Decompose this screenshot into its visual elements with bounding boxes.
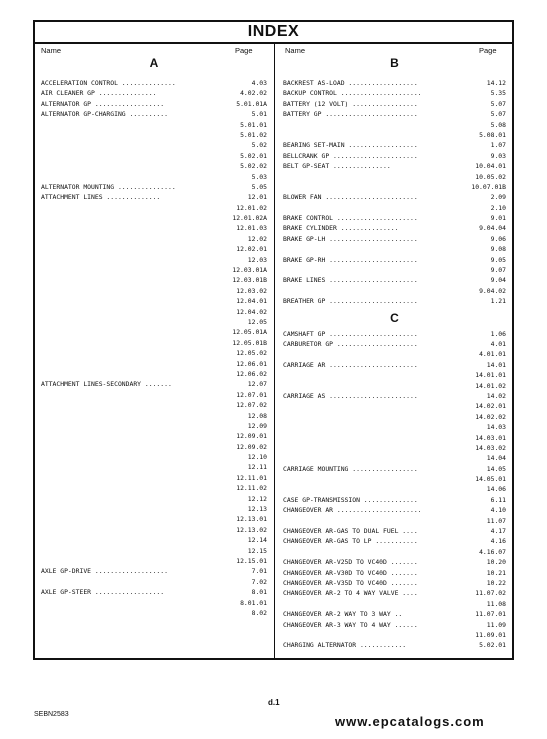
- entry-page: 11.07.01: [475, 610, 506, 619]
- entry-page: 12.09.02: [236, 442, 267, 451]
- index-entry: [41, 307, 267, 317]
- index-entry: [41, 411, 267, 421]
- entry-page: 14.01.01: [475, 371, 506, 380]
- index-entry: [283, 526, 506, 536]
- entry-name: BRAKE GP-LH .......................: [283, 234, 418, 243]
- entry-page: 12.13.01: [236, 515, 267, 524]
- entry-page: 12.05.02: [236, 349, 267, 358]
- index-frame: [33, 20, 514, 660]
- index-entry: [283, 88, 506, 98]
- left-name-header: Name: [41, 46, 62, 55]
- index-entry: [41, 473, 267, 483]
- entry-page: 12.07.01: [236, 390, 267, 399]
- index-entry: [283, 516, 506, 526]
- index-entry: [41, 390, 267, 400]
- index-entry: [283, 433, 506, 443]
- entry-page: 9.04.04: [479, 224, 506, 233]
- entry-page: 5.01.01A: [236, 99, 267, 108]
- index-entry: [283, 412, 506, 422]
- index-entry: [283, 99, 506, 109]
- entry-page: 10.07.01B: [471, 182, 506, 191]
- entry-page: 10.04.01: [475, 162, 506, 171]
- entry-name: BELT GP-SEAT ...............: [283, 162, 391, 171]
- section-letter-a: A: [149, 56, 159, 70]
- index-entry: [283, 255, 506, 265]
- index-entry: [41, 130, 267, 140]
- entry-page: 12.06.01: [236, 359, 267, 368]
- entry-page: 4.02.02: [240, 89, 267, 98]
- entry-page: 5.03: [251, 172, 267, 181]
- entry-name: CHANGEOVER AR-GAS TO LP ...........: [283, 537, 418, 546]
- index-entry: [41, 587, 267, 597]
- index-entry: [283, 568, 506, 578]
- entry-page: 4.10: [490, 506, 506, 515]
- watermark-url: www.epcatalogs.com: [335, 714, 485, 729]
- index-entry: [283, 620, 506, 630]
- index-entry: [41, 161, 267, 171]
- entry-page: 14.01: [486, 360, 506, 369]
- index-entry: [41, 608, 267, 618]
- entry-name: BEARING SET-MAIN ..................: [283, 141, 418, 150]
- index-entry: [41, 244, 267, 254]
- entry-name: CHANGEOVER AR ......................: [283, 506, 422, 515]
- entry-name: CHARGING ALTERNATOR ............: [283, 641, 407, 650]
- index-entry: [41, 203, 267, 213]
- index-entry: [283, 474, 506, 484]
- entry-page: 14.05: [486, 464, 506, 473]
- entry-name: AXLE GP-STEER ..................: [41, 588, 165, 597]
- entry-name: ATTACHMENT LINES ..............: [41, 193, 161, 202]
- entry-name: AXLE GP-DRIVE ...................: [41, 567, 168, 576]
- index-entry: [283, 370, 506, 380]
- entry-page: 10.20: [486, 558, 506, 567]
- entry-page: 12.08: [247, 411, 267, 420]
- entry-page: 12.04.01: [236, 297, 267, 306]
- index-entry: [283, 78, 506, 88]
- entry-page: 11.07: [486, 516, 506, 525]
- entry-page: 4.01: [490, 339, 506, 348]
- index-entry: [41, 494, 267, 504]
- index-entry: [41, 275, 267, 285]
- column-divider: [274, 42, 275, 658]
- index-entry: [41, 369, 267, 379]
- entry-page: 5.07: [490, 99, 506, 108]
- entry-page: 12.03: [247, 255, 267, 264]
- index-entry: [283, 213, 506, 223]
- index-entry: [283, 329, 506, 339]
- entry-page: 8.02: [251, 608, 267, 617]
- entry-page: 12.05.01B: [232, 338, 267, 347]
- index-entry: [41, 265, 267, 275]
- index-entry: [41, 338, 267, 348]
- index-entry: [283, 630, 506, 640]
- entry-page: 5.08: [490, 120, 506, 129]
- index-entry: [283, 495, 506, 505]
- entry-page: 1.21: [490, 297, 506, 306]
- entry-page: 14.12: [486, 79, 506, 87]
- entry-name: BATTERY GP ........................: [283, 110, 418, 119]
- index-entry: [283, 172, 506, 182]
- entry-page: 8.01: [251, 588, 267, 597]
- entry-name: CHANGEOVER AR-3 WAY TO 4 WAY ......: [283, 620, 418, 629]
- index-entry: [41, 348, 267, 358]
- index-entry: [283, 223, 506, 233]
- entry-page: 14.02: [486, 391, 506, 400]
- index-entry: [41, 442, 267, 452]
- right-page-header: Page: [479, 46, 497, 55]
- entry-name: CHANGEOVER AR-GAS TO DUAL FUEL ....: [283, 527, 418, 536]
- entry-name: BATTERY (12 VOLT) .................: [283, 99, 418, 108]
- entry-page: 5.01.02: [240, 130, 267, 139]
- entry-page: 12.13: [247, 505, 267, 514]
- entry-page: 11.07.02: [475, 589, 506, 598]
- index-entry: [41, 483, 267, 493]
- entry-page: 12.07.02: [236, 401, 267, 410]
- entry-name: AIR CLEANER GP ...............: [41, 89, 157, 98]
- entry-name: BRAKE GP-RH .......................: [283, 255, 418, 264]
- index-entry: [41, 359, 267, 369]
- index-entry: [283, 244, 506, 254]
- entry-page: 12.11.01: [236, 473, 267, 482]
- index-entry: [283, 536, 506, 546]
- index-entry: [41, 286, 267, 296]
- entry-page: 9.01: [490, 214, 506, 223]
- entry-page: 2.10: [490, 203, 506, 212]
- index-entry: [41, 296, 267, 306]
- entry-name: BELLCRANK GP ......................: [283, 151, 418, 160]
- entry-page: 11.09: [486, 620, 506, 629]
- index-entry: [41, 140, 267, 150]
- index-entry: [41, 99, 267, 109]
- index-entry: [41, 556, 267, 566]
- entry-page: 5.05: [251, 182, 267, 191]
- entry-name: BACKUP CONTROL .....................: [283, 89, 422, 98]
- index-entry: [283, 381, 506, 391]
- entry-page: 1.06: [490, 329, 506, 338]
- index-entry: [41, 535, 267, 545]
- entry-name: CARRIAGE MOUNTING .................: [283, 464, 418, 473]
- index-entry: [283, 422, 506, 432]
- entry-page: 12.01: [247, 193, 267, 202]
- entry-page: 12.12: [247, 494, 267, 503]
- entry-name: CARBURETOR GP .....................: [283, 339, 418, 348]
- index-entry: [283, 588, 506, 598]
- index-entry: [283, 609, 506, 619]
- left-column: [41, 52, 267, 618]
- entry-page: 9.04: [490, 276, 506, 285]
- index-entry: [41, 327, 267, 337]
- index-entry: [41, 172, 267, 182]
- entry-name: ALTERNATOR GP ..................: [41, 99, 165, 108]
- entry-page: 9.05: [490, 255, 506, 264]
- c-index-list: [283, 329, 506, 651]
- entry-page: 5.07: [490, 110, 506, 119]
- entry-page: 5.01: [251, 110, 267, 119]
- entry-page: 12.07: [247, 380, 267, 389]
- entry-page: 7.01: [251, 567, 267, 576]
- index-entry: [283, 275, 506, 285]
- entry-page: 14.01.02: [475, 381, 506, 390]
- entry-page: 10.05.02: [475, 172, 506, 181]
- entry-name: CHANGEOVER AR-V35D TO VC40D .......: [283, 578, 418, 587]
- entry-page: 8.01.01: [240, 598, 267, 607]
- index-entry: [283, 401, 506, 411]
- index-entry: [41, 213, 267, 223]
- entry-name: ACCELERATION CONTROL ..............: [41, 79, 176, 87]
- entry-page: 12.09: [247, 421, 267, 430]
- entry-page: 9.07: [490, 266, 506, 275]
- entry-page: 12.05.01A: [232, 328, 267, 337]
- index-entry: [283, 453, 506, 463]
- b-index-list: [283, 78, 506, 307]
- entry-name: CHANGEOVER AR-2 TO 4 WAY VALVE ....: [283, 589, 418, 598]
- entry-page: 12.09.01: [236, 432, 267, 441]
- section-letter-b: B: [390, 56, 399, 70]
- entry-name: CASE GP-TRANSMISSION ..............: [283, 495, 418, 504]
- entry-page: 9.04.02: [479, 286, 506, 295]
- index-entry: [41, 182, 267, 192]
- entry-page: 14.05.01: [475, 475, 506, 484]
- entry-page: 12.15: [247, 546, 267, 555]
- index-entry: [283, 391, 506, 401]
- entry-page: 11.09.01: [475, 630, 506, 639]
- page-reference: d.1: [268, 698, 280, 707]
- entry-page: 5.02.01: [479, 641, 506, 650]
- section-letter-c: C: [390, 310, 399, 325]
- entry-name: BACKREST AS-LOAD ..................: [283, 79, 418, 87]
- index-entry: [41, 525, 267, 535]
- entry-name: CHANGEOVER AR-V30D TO VC40D .......: [283, 568, 418, 577]
- index-entry: [283, 286, 506, 296]
- entry-page: 5.02.02: [240, 162, 267, 171]
- index-entry: [283, 296, 506, 306]
- entry-page: 4.16.07: [479, 547, 506, 556]
- entry-page: 14.03.01: [475, 433, 506, 442]
- index-entry: [41, 452, 267, 462]
- entry-name: CHANGEOVER AR-2 WAY TO 3 WAY ..: [283, 610, 403, 619]
- entry-name: BRAKE CYLINDER ...............: [283, 224, 399, 233]
- index-entry: [283, 161, 506, 171]
- entry-name: CARRIAGE AS .......................: [283, 391, 418, 400]
- index-entry: [41, 151, 267, 161]
- entry-page: 14.02.02: [475, 412, 506, 421]
- entry-page: 2.09: [490, 193, 506, 202]
- entry-page: 4.03: [251, 79, 267, 87]
- index-entry: [283, 109, 506, 119]
- index-entry: [283, 151, 506, 161]
- entry-page: 12.01.02A: [232, 214, 267, 223]
- entry-page: 12.04.02: [236, 307, 267, 316]
- index-entry: [283, 505, 506, 515]
- index-entry: [283, 484, 506, 494]
- index-entry: [283, 349, 506, 359]
- entry-name: BREATHER GP .......................: [283, 297, 418, 306]
- entry-name: CHANGEOVER AR-V25D TO VC40D .......: [283, 558, 418, 567]
- index-entry: [41, 223, 267, 233]
- index-entry: [41, 192, 267, 202]
- entry-page: 14.03.02: [475, 443, 506, 452]
- entry-page: 12.10: [247, 453, 267, 462]
- index-entry: [283, 192, 506, 202]
- entry-page: 11.08: [486, 599, 506, 608]
- index-entry: [41, 120, 267, 130]
- index-entry: [283, 557, 506, 567]
- entry-page: 14.02.01: [475, 402, 506, 411]
- index-entry: [283, 130, 506, 140]
- document-code: SEBN2583: [34, 711, 69, 718]
- entry-page: 12.03.01A: [232, 266, 267, 275]
- entry-page: 12.05: [247, 317, 267, 326]
- entry-page: 5.35: [490, 89, 506, 98]
- right-column: [283, 52, 506, 651]
- right-name-header: Name: [285, 46, 306, 55]
- entry-page: 12.14: [247, 536, 267, 545]
- entry-name: CAMSHAFT GP .......................: [283, 329, 418, 338]
- index-entry: [283, 640, 506, 650]
- entry-page: 5.01.01: [240, 120, 267, 129]
- index-entry: [283, 140, 506, 150]
- entry-page: 14.06: [486, 485, 506, 494]
- index-entry: [283, 339, 506, 349]
- entry-page: 14.04: [486, 454, 506, 463]
- index-entry: [41, 255, 267, 265]
- index-entry: [283, 443, 506, 453]
- entry-page: 12.06.02: [236, 369, 267, 378]
- index-entry: [41, 462, 267, 472]
- entry-page: 10.21: [486, 568, 506, 577]
- entry-name: ALTERNATOR MOUNTING ...............: [41, 182, 176, 191]
- entry-page: 14.03: [486, 423, 506, 432]
- entry-page: 9.08: [490, 245, 506, 254]
- index-entry: [41, 317, 267, 327]
- entry-page: 5.02.01: [240, 151, 267, 160]
- index-entry: [41, 546, 267, 556]
- index-entry: [283, 182, 506, 192]
- entry-page: 5.02: [251, 141, 267, 150]
- page-title: INDEX: [35, 22, 512, 44]
- left-page-header: Page: [235, 46, 253, 55]
- index-entry: [283, 265, 506, 275]
- index-entry: [283, 464, 506, 474]
- index-entry: [41, 109, 267, 119]
- index-entry: [283, 547, 506, 557]
- entry-page: 4.01.01: [479, 350, 506, 359]
- index-entry: [283, 360, 506, 370]
- entry-page: 7.02: [251, 577, 267, 586]
- index-entry: [41, 514, 267, 524]
- entry-name: BLOWER FAN ........................: [283, 193, 418, 202]
- index-entry: [283, 234, 506, 244]
- entry-page: 12.15.01: [236, 556, 267, 565]
- index-entry: [41, 577, 267, 587]
- entry-page: 12.03.01B: [232, 276, 267, 285]
- left-index-list: [41, 78, 267, 618]
- index-entry: [283, 203, 506, 213]
- entry-page: 12.01.02: [236, 203, 267, 212]
- index-entry: [41, 400, 267, 410]
- index-entry: [41, 78, 267, 88]
- index-entry: [283, 120, 506, 130]
- entry-page: 10.22: [486, 578, 506, 587]
- entry-name: ATTACHMENT LINES-SECONDARY .......: [41, 380, 172, 389]
- entry-page: 9.03: [490, 151, 506, 160]
- entry-page: 6.11: [490, 495, 506, 504]
- index-entry: [41, 504, 267, 514]
- entry-page: 9.06: [490, 234, 506, 243]
- entry-page: 12.03.02: [236, 286, 267, 295]
- entry-name: ALTERNATOR GP-CHARGING ..........: [41, 110, 168, 119]
- entry-page: 5.08.01: [479, 130, 506, 139]
- index-entry: [41, 566, 267, 576]
- entry-page: 12.02.01: [236, 245, 267, 254]
- entry-page: 4.17: [490, 527, 506, 536]
- index-entry: [283, 578, 506, 588]
- entry-page: 12.02: [247, 234, 267, 243]
- entry-page: 12.11: [247, 463, 267, 472]
- index-entry: [41, 421, 267, 431]
- entry-name: BRAKE LINES .......................: [283, 276, 418, 285]
- index-entry: [41, 88, 267, 98]
- index-entry: [41, 379, 267, 389]
- entry-name: CARRIAGE AR .......................: [283, 360, 418, 369]
- entry-page: 1.07: [490, 141, 506, 150]
- index-entry: [41, 598, 267, 608]
- index-entry: [41, 431, 267, 441]
- entry-page: 12.01.03: [236, 224, 267, 233]
- entry-page: 12.13.02: [236, 525, 267, 534]
- entry-name: BRAKE CONTROL .....................: [283, 214, 418, 223]
- index-entry: [283, 599, 506, 609]
- index-entry: [41, 234, 267, 244]
- entry-page: 12.11.02: [236, 484, 267, 493]
- entry-page: 4.16: [490, 537, 506, 546]
